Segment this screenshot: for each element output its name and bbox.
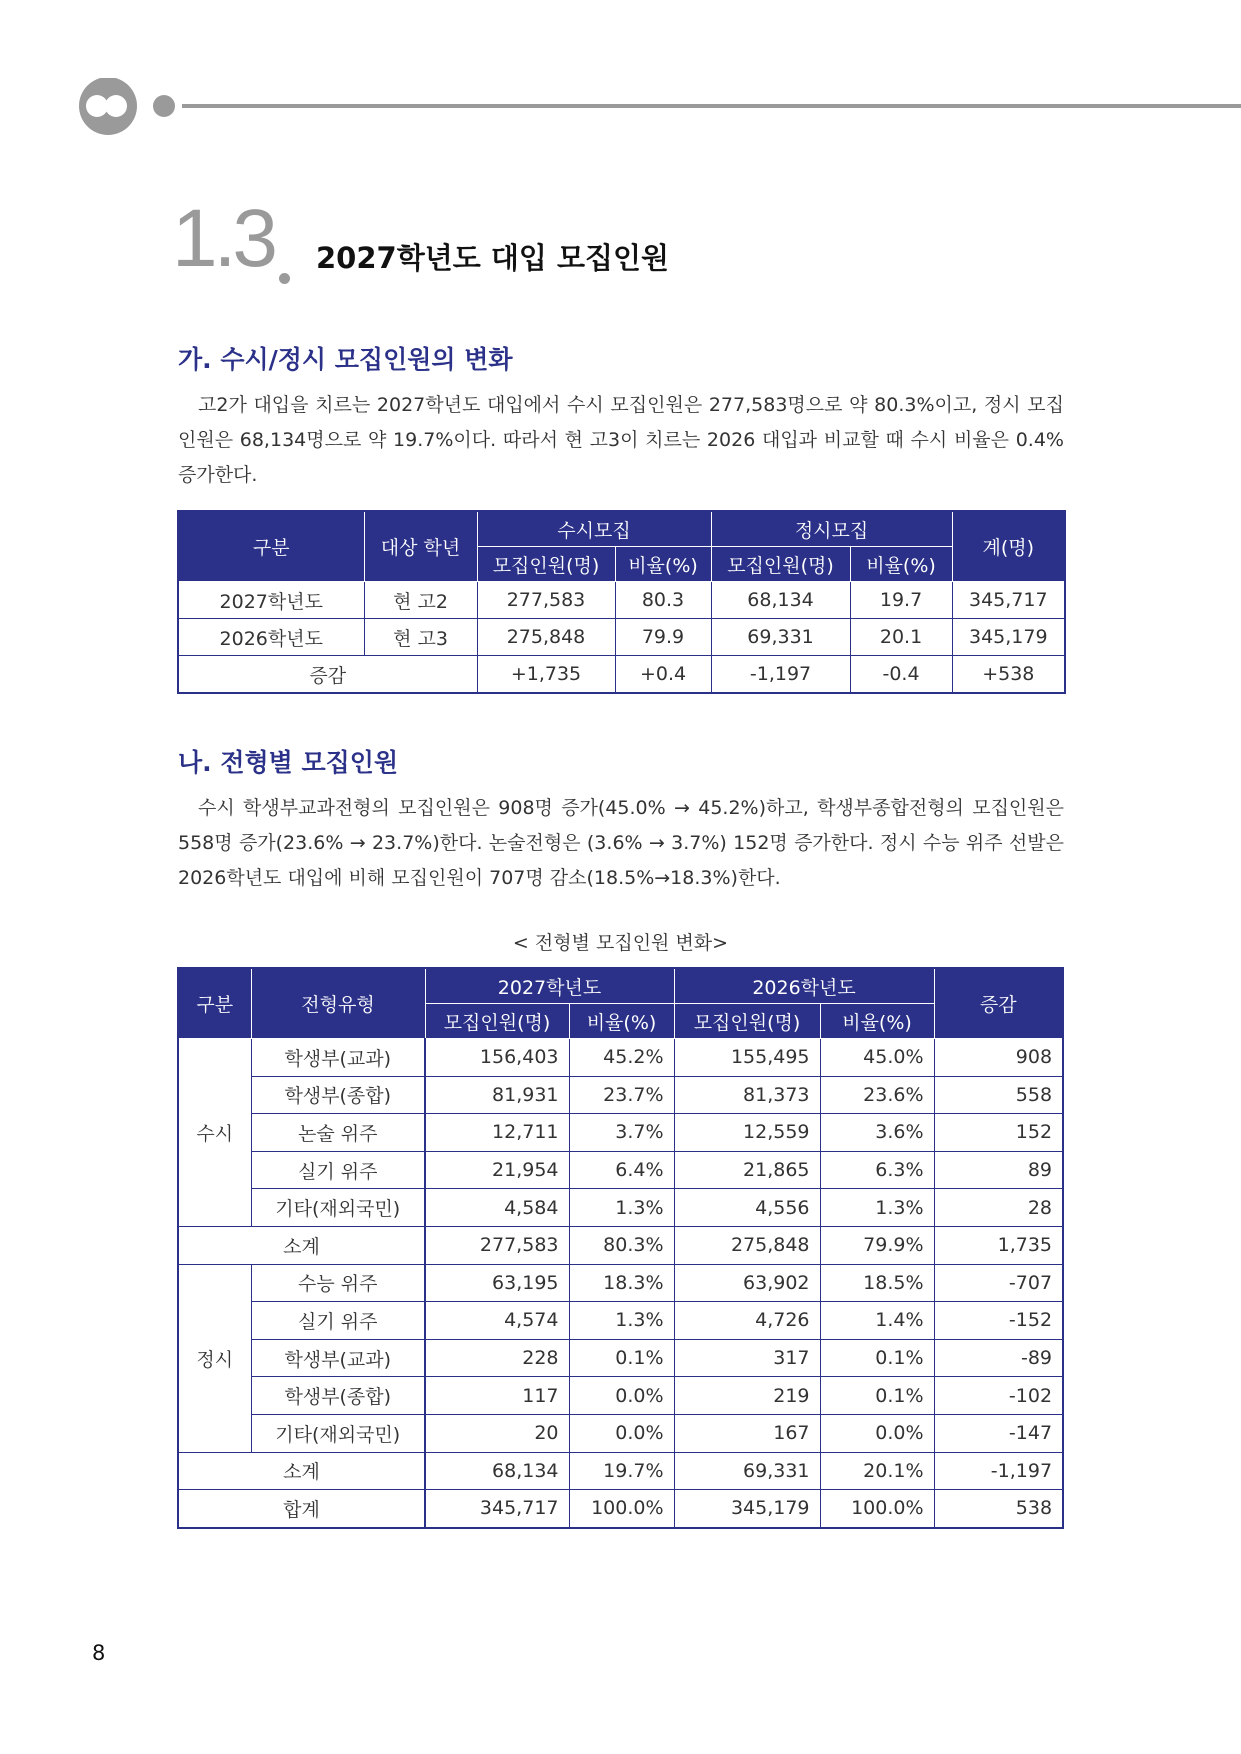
table-cell: 학생부(종합) — [251, 1076, 425, 1114]
header-total: 계(명) — [952, 511, 1065, 582]
header-jeongsi: 정시모집 — [711, 511, 952, 547]
table-cell: 167 — [674, 1414, 820, 1452]
table-cell: 275,848 — [674, 1226, 820, 1264]
table-cell: 기타(재외국민) — [251, 1414, 425, 1452]
table-cell: 345,717 — [952, 582, 1065, 619]
table-cell: -152 — [934, 1302, 1063, 1340]
table-row-subtotal — [178, 1226, 1063, 1264]
header-category: 구분 — [178, 511, 364, 582]
table-cell: -147 — [934, 1414, 1063, 1452]
table-row — [178, 1039, 1063, 1077]
table-cell: 45.2% — [569, 1039, 674, 1077]
page-number: 8 — [92, 1641, 106, 1665]
table-cell: 19.7 — [850, 582, 952, 619]
table-cell: 20.1 — [850, 619, 952, 656]
section-number-dot — [279, 273, 290, 284]
table-cell: 80.3 — [615, 582, 711, 619]
recruitment-by-type-table — [177, 967, 1064, 1529]
table-row — [178, 1414, 1063, 1452]
table-cell: 학생부(교과) — [251, 1339, 425, 1377]
table-cell: 1.3% — [569, 1189, 674, 1227]
table-cell: 156,403 — [425, 1039, 569, 1077]
table-cell: 6.4% — [569, 1151, 674, 1189]
table-cell: -89 — [934, 1339, 1063, 1377]
header-2027-ratio: 비율(%) — [569, 1004, 674, 1039]
table-cell: 0.0% — [569, 1414, 674, 1452]
table-cell: 0.1% — [569, 1339, 674, 1377]
table-cell: 4,726 — [674, 1302, 820, 1340]
header-susi: 수시모집 — [477, 511, 711, 547]
table-cell: 1.4% — [820, 1302, 934, 1340]
table-cell: 0.1% — [820, 1377, 934, 1415]
table-cell: 81,931 — [425, 1076, 569, 1114]
table-cell: 345,717 — [425, 1490, 569, 1528]
table-cell: 21,865 — [674, 1151, 820, 1189]
section-title: 2027학년도 대입 모집인원 — [316, 241, 670, 275]
header-2027-count: 모집인원(명) — [425, 1004, 569, 1039]
table-row — [178, 1151, 1063, 1189]
table-cell: 68,134 — [425, 1452, 569, 1490]
header-susi-ratio: 비율(%) — [615, 547, 711, 582]
table-cell: 4,556 — [674, 1189, 820, 1227]
group-label-jeongsi: 정시 — [178, 1264, 251, 1452]
table-cell: 소계 — [178, 1452, 425, 1490]
table-cell: 3.6% — [820, 1114, 934, 1152]
table-cell: 논술 위주 — [251, 1114, 425, 1152]
subsection-heading-2: 나. 전형별 모집인원 — [178, 748, 399, 777]
table-row — [178, 1076, 1063, 1114]
table-cell: 6.3% — [820, 1151, 934, 1189]
table-cell: +538 — [952, 656, 1065, 694]
header-susi-count: 모집인원(명) — [477, 547, 615, 582]
table-cell: 학생부(교과) — [251, 1039, 425, 1077]
header-change: 증감 — [934, 968, 1063, 1039]
header-2026-count: 모집인원(명) — [674, 1004, 820, 1039]
table-cell: 20 — [425, 1414, 569, 1452]
table-cell: 4,584 — [425, 1189, 569, 1227]
table-cell: 28 — [934, 1189, 1063, 1227]
table-row — [178, 1302, 1063, 1340]
table-cell: +0.4 — [615, 656, 711, 694]
table-cell: -1,197 — [934, 1452, 1063, 1490]
table-row — [178, 1189, 1063, 1227]
subsection-heading-1: 가. 수시/정시 모집인원의 변화 — [178, 345, 513, 374]
table-cell: 1.3% — [569, 1302, 674, 1340]
table-cell: 80.3% — [569, 1226, 674, 1264]
table-cell: 19.7% — [569, 1452, 674, 1490]
header-type: 전형유형 — [251, 968, 425, 1039]
subsection-paragraph-2: 수시 학생부교과전형의 모집인원은 908명 증가(45.0% → 45.2%)하고, 학생부종합전형의 모집인원은 558명 증가(23.6% → 23.7%)한다. 논술전형은 (3.6% → 3.7%) 152명 증가한다. 정시 수능 위주 선발은 2026학년도 대입에 비해 모집인원이 707명 감소(18.5%→18.3%)한다. — [178, 797, 1064, 889]
table-cell: 63,195 — [425, 1264, 569, 1302]
header-jeongsi-count: 모집인원(명) — [711, 547, 850, 582]
table-caption: < 전형별 모집인원 변화> — [512, 932, 729, 954]
table-cell: 12,711 — [425, 1114, 569, 1152]
table-row-subtotal — [178, 1452, 1063, 1490]
table-cell: +1,735 — [477, 656, 615, 694]
table-cell: 228 — [425, 1339, 569, 1377]
table-cell: 1,735 — [934, 1226, 1063, 1264]
section-number: 1.3 — [172, 193, 274, 284]
header-2026-ratio: 비율(%) — [820, 1004, 934, 1039]
table-cell: 63,902 — [674, 1264, 820, 1302]
table-cell: 12,559 — [674, 1114, 820, 1152]
header-2026: 2026학년도 — [674, 968, 934, 1004]
table-cell: 2027학년도 — [178, 582, 364, 619]
table-cell: -1,197 — [711, 656, 850, 694]
header-2027: 2027학년도 — [425, 968, 674, 1004]
table-row — [178, 582, 1065, 619]
table-row-change — [178, 656, 1065, 694]
table-cell: 4,574 — [425, 1302, 569, 1340]
table-row-total — [178, 1490, 1063, 1528]
table-cell: 0.0% — [569, 1377, 674, 1415]
subsection-paragraph-1: 고2가 대입을 치르는 2027학년도 대입에서 수시 모집인원은 277,583명으로 약 80.3%이고, 정시 모집인원은 68,134명으로 약 19.7%이다. 따라서 현 고3이 치르는 2026 대입과 비교할 때 수시 비율은 0.4% 증가한다. — [178, 394, 1064, 486]
table-cell: 69,331 — [674, 1452, 820, 1490]
table-cell: 558 — [934, 1076, 1063, 1114]
table-cell: 155,495 — [674, 1039, 820, 1077]
table-cell: 345,179 — [952, 619, 1065, 656]
table-cell: 21,954 — [425, 1151, 569, 1189]
table-cell: 69,331 — [711, 619, 850, 656]
table-cell: 1.3% — [820, 1189, 934, 1227]
table-cell: 18.3% — [569, 1264, 674, 1302]
table-cell: 317 — [674, 1339, 820, 1377]
table-cell: 275,848 — [477, 619, 615, 656]
table-cell: -0.4 — [850, 656, 952, 694]
table-row — [178, 1114, 1063, 1152]
table-cell: 45.0% — [820, 1039, 934, 1077]
table-cell: 현 고3 — [364, 619, 477, 656]
table-cell: 현 고2 — [364, 582, 477, 619]
table-cell: 실기 위주 — [251, 1302, 425, 1340]
table-cell: 81,373 — [674, 1076, 820, 1114]
table-cell: 117 — [425, 1377, 569, 1415]
table-cell: -707 — [934, 1264, 1063, 1302]
table-cell: 79.9 — [615, 619, 711, 656]
table-cell: 20.1% — [820, 1452, 934, 1490]
table-cell: 100.0% — [820, 1490, 934, 1528]
table-cell: 소계 — [178, 1226, 425, 1264]
table-cell: 345,179 — [674, 1490, 820, 1528]
table-row — [178, 619, 1065, 656]
table-cell: 18.5% — [820, 1264, 934, 1302]
header-category: 구분 — [178, 968, 251, 1039]
recruitment-summary-table — [177, 510, 1066, 694]
table-cell: 23.7% — [569, 1076, 674, 1114]
table-cell: 538 — [934, 1490, 1063, 1528]
table-cell: -102 — [934, 1377, 1063, 1415]
group-label-susi: 수시 — [178, 1039, 251, 1227]
table-cell: 기타(재외국민) — [251, 1189, 425, 1227]
table-cell: 23.6% — [820, 1076, 934, 1114]
table-cell: 2026학년도 — [178, 619, 364, 656]
table-cell: 79.9% — [820, 1226, 934, 1264]
table-cell: 합계 — [178, 1490, 425, 1528]
table-cell: 실기 위주 — [251, 1151, 425, 1189]
header-grade: 대상 학년 — [364, 511, 477, 582]
header-decoration — [78, 78, 1241, 138]
table-cell: 3.7% — [569, 1114, 674, 1152]
table-cell: 277,583 — [425, 1226, 569, 1264]
table-cell: 0.1% — [820, 1339, 934, 1377]
table-cell: 219 — [674, 1377, 820, 1415]
table-cell: 수능 위주 — [251, 1264, 425, 1302]
table-cell: 학생부(종합) — [251, 1377, 425, 1415]
table-row — [178, 1377, 1063, 1415]
header-jeongsi-ratio: 비율(%) — [850, 547, 952, 582]
table-cell: 89 — [934, 1151, 1063, 1189]
table-cell: 152 — [934, 1114, 1063, 1152]
table-cell: 68,134 — [711, 582, 850, 619]
table-cell: 277,583 — [477, 582, 615, 619]
table-cell: 증감 — [178, 656, 477, 694]
table-cell: 0.0% — [820, 1414, 934, 1452]
table-cell: 908 — [934, 1039, 1063, 1077]
table-cell: 100.0% — [569, 1490, 674, 1528]
table-row — [178, 1339, 1063, 1377]
table-row — [178, 1264, 1063, 1302]
